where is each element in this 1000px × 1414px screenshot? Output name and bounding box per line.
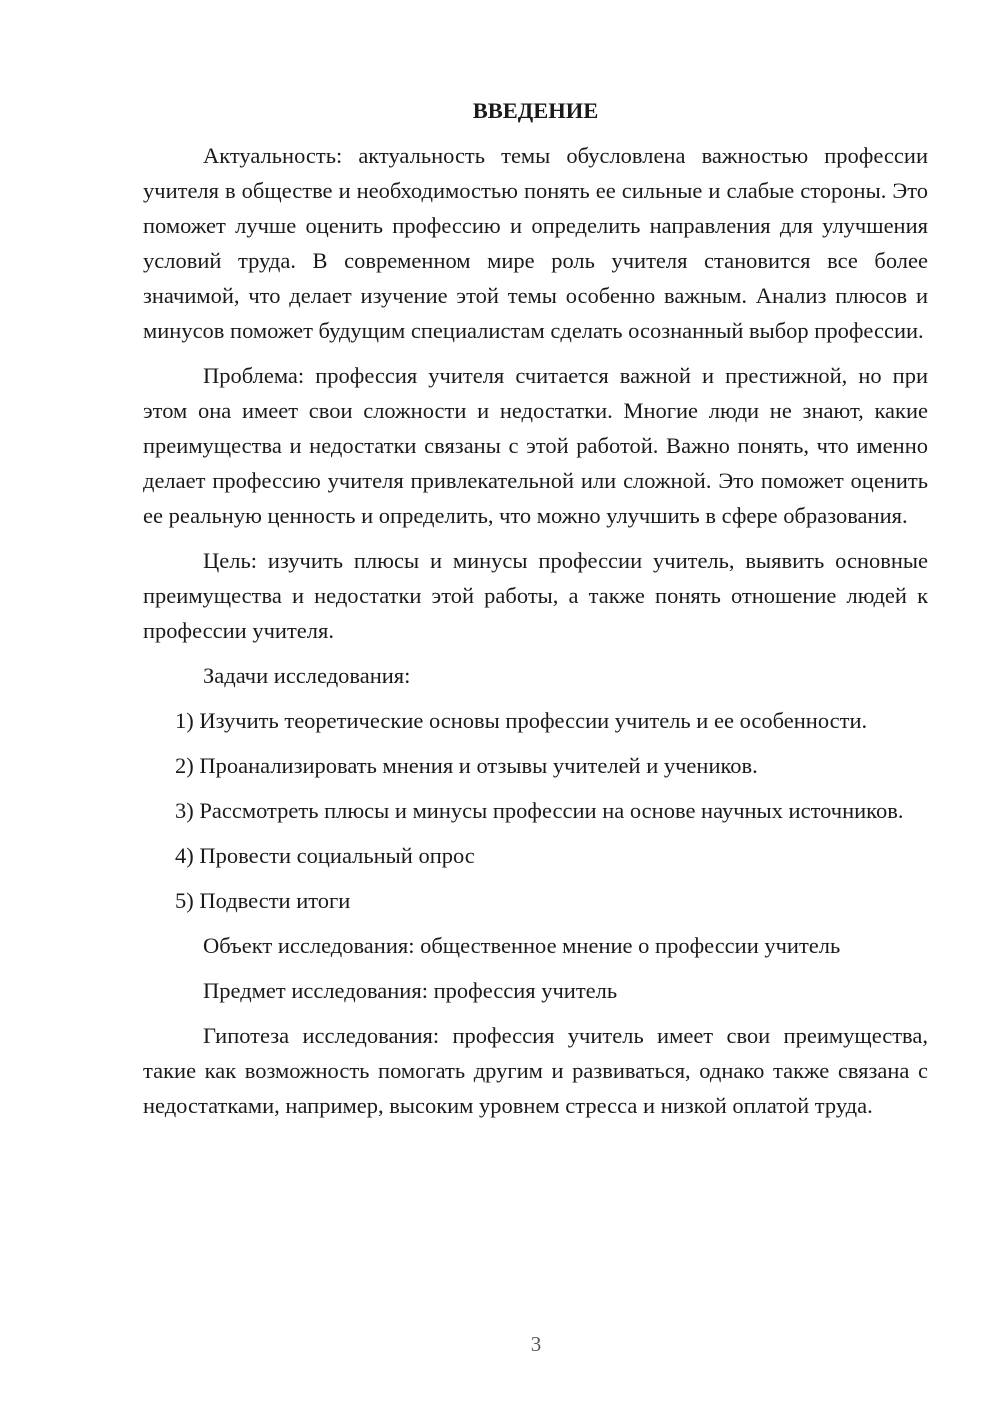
task-item: 2) Проанализировать мнения и отзывы учителей и учеников. [175, 753, 758, 778]
problem-paragraph: Проблема: профессия учителя считается важной и престижной, но при этом она имеет свои сложности и недостатки. Многие люди не знают, какие преимущества и недостатки связаны с этой работой. Важно понять, что именно делает профессию учителя привлекательной или сложной. Это поможет оценить ее реальную ценность и определить, что можно улучшить в сфере образования. [143, 363, 928, 528]
relevance-paragraph: Актуальность: актуальность темы обусловлена важностью профессии учителя в обществе и необходимостью понять ее сильные и слабые стороны. Это поможет лучше оценить профессию и определить направления для улучшения условий труда. В современном мире роль учителя становится все более значимой, что делает изучение этой темы особенно важным. Анализ плюсов и минусов поможет будущим специалистам сделать осознанный выбор профессии. [143, 143, 928, 343]
task-item: 4) Провести социальный опрос [175, 843, 475, 868]
task-item: 5) Подвести итоги [175, 888, 351, 913]
hypothesis-paragraph: Гипотеза исследования: профессия учитель имеет свои преимущества, такие как возможность помогать другим и развиваться, однако также связана с недостатками, например, высоким уровнем стресса и низкой оплатой труда. [143, 1023, 928, 1118]
page-number: 3 [530, 1332, 542, 1356]
task-item: 1) Изучить теоретические основы профессии учитель и ее особенности. [175, 708, 868, 733]
research-subject: Предмет исследования: профессия учитель [203, 978, 618, 1003]
research-object: Объект исследования: общественное мнение о профессии учитель [203, 933, 841, 958]
tasks-heading: Задачи исследования: [203, 663, 411, 688]
page-content [143, 96, 928, 1133]
section-title: ВВЕДЕНИЕ [472, 98, 599, 123]
goal-paragraph: Цель: изучить плюсы и минусы профессии учитель, выявить основные преимущества и недостатки этой работы, а также понять отношение людей к профессии учителя. [143, 548, 928, 643]
task-item: 3) Рассмотреть плюсы и минусы профессии на основе научных источников. [175, 798, 904, 823]
